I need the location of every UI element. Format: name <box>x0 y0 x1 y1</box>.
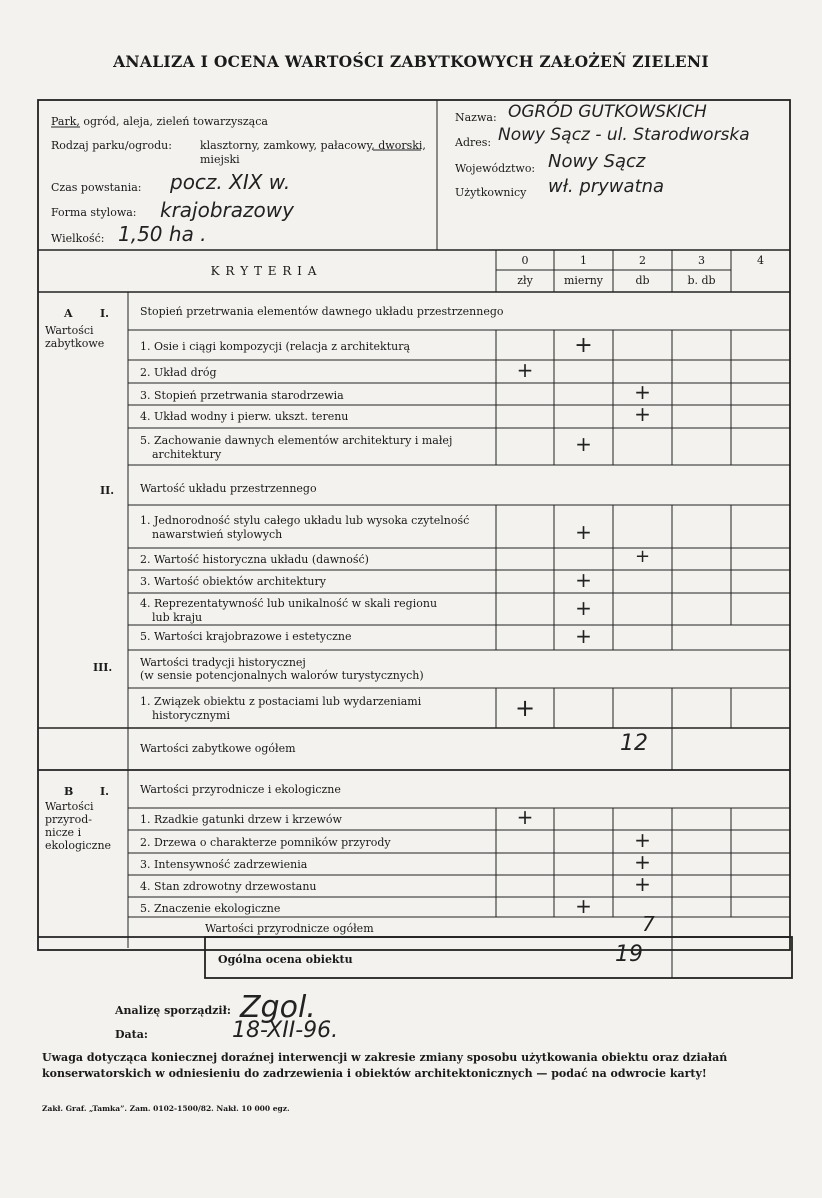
a-total-label: Wartości zabytkowe ogółem <box>140 742 296 755</box>
a1-mark-1: + <box>574 333 593 358</box>
b-item-4: 4. Stan zdrowotny drzewostanu <box>140 880 317 893</box>
a2-item-3: 3. Wartość obiektów architektury <box>140 575 326 588</box>
a3-item-1-cont: historycznymi <box>152 709 230 722</box>
score-word-0: zły <box>517 274 533 287</box>
a2-item-4: 4. Reprezentatywność lub unikalność w skali regionu <box>140 597 438 610</box>
voivodeship-value: Nowy Sącz <box>548 151 646 172</box>
style-label: Forma stylowa: <box>51 206 137 219</box>
score-number-2: 2 <box>639 254 646 267</box>
intervention-note: Uwaga dotycząca koniecznej doraźnej interwencji w zakresie zmiany sposobu użytkowania obiektu oraz działań konserwatorskich w odniesieniu do zadrzewienia i obiektów architektonicznych — podać na odwrocie karty! <box>42 1051 728 1080</box>
a1-item-3: 3. Stopień przetrwania starodrzewia <box>140 389 344 402</box>
created-value: pocz. XIX w. <box>170 170 291 194</box>
a1-title: Stopień przetrwania elementów dawnego układu przestrzennego <box>140 305 504 318</box>
a3-item-1: 1. Związek obiektu z postaciami lub wydarzeniami <box>140 695 422 708</box>
section-b-name-4: ekologiczne <box>45 839 112 852</box>
a1-item-5: 5. Zachowanie dawnych elementów architektury i małej <box>140 434 453 447</box>
b-item-3: 3. Intensywność zadrzewienia <box>140 858 308 871</box>
date-value: 18-XII-96. <box>232 1018 339 1043</box>
section-b-name-3: nicze i <box>45 826 82 839</box>
a3-title: Wartości tradycji historycznej <box>140 656 306 669</box>
print-info: Zakł. Graf. „Tamka”. Zam. 0102-1500/82. Nakł. 10 000 egz. <box>42 1104 290 1113</box>
a1-item-5-cont: architektury <box>152 448 222 461</box>
section-b-letter: B <box>64 785 74 798</box>
users-label: Użytkownicy <box>455 186 527 199</box>
b-item-1: 1. Rzadkie gatunki drzew i krzewów <box>140 813 342 826</box>
section-a-roman-3: III. <box>93 661 113 674</box>
section-a-name-1: Wartości <box>45 324 94 337</box>
score-word-1: mierny <box>563 274 603 287</box>
a2-mark-2: + <box>634 546 651 567</box>
b-total-label: Wartości przyrodnicze ogółem <box>205 922 374 935</box>
object-type-selected: Park, <box>51 115 80 128</box>
a2-mark-5: + <box>575 624 592 648</box>
voivodeship-label: Województwo: <box>455 162 536 175</box>
a2-mark-3: + <box>575 568 592 592</box>
a3-mark-1: + <box>514 694 536 722</box>
b-mark-4: + <box>634 872 651 896</box>
style-value: krajobrazowy <box>160 198 294 222</box>
section-a-roman: I. <box>100 307 109 320</box>
section-a-roman-2: II. <box>100 484 115 497</box>
prepared-signature: Zgol. <box>240 990 316 1025</box>
address-label: Adres: <box>455 136 492 149</box>
score-number-4: 4 <box>757 254 764 267</box>
a2-item-2: 2. Wartość historyczna układu (dawność) <box>140 553 369 566</box>
a2-mark-1: + <box>575 520 592 544</box>
date-label: Data: <box>115 1028 148 1041</box>
a1-item-2: 2. Układ dróg <box>140 366 217 379</box>
page-title: ANALIZA I OCENA WARTOŚCI ZABYTKOWYCH ZAŁOŻEŃ ZIELENI <box>113 52 709 71</box>
users-value: wł. prywatna <box>548 176 665 197</box>
a2-title: Wartość układu przestrzennego <box>140 482 317 495</box>
section-b-name-1: Wartości <box>45 800 94 813</box>
section-b-name-2: przyrod- <box>45 813 92 826</box>
a1-mark-5: + <box>575 432 592 456</box>
kind-options-selected: dworski, <box>378 139 426 152</box>
section-a-letter: A <box>64 307 73 320</box>
overall-value: 19 <box>615 942 643 967</box>
b-title: Wartości przyrodnicze i ekologiczne <box>140 783 341 796</box>
a2-item-1: 1. Jednorodność stylu całego układu lub wysoka czytelność <box>140 514 470 527</box>
a1-mark-2: + <box>516 358 534 382</box>
a1-item-1: 1. Osie i ciągi kompozycji (relacja z architekturą <box>140 340 411 353</box>
address-value: Nowy Sącz - ul. Starodworska <box>498 125 750 145</box>
prepared-label: Analizę sporządził: <box>115 1004 231 1017</box>
b-mark-2: + <box>634 828 651 852</box>
score-number-0: 0 <box>521 254 529 267</box>
a2-mark-4: + <box>575 596 592 620</box>
a2-item-4-cont: lub kraju <box>152 611 203 624</box>
b-mark-1: + <box>516 805 534 829</box>
overall-label: Ogólna ocena obiektu <box>218 953 353 966</box>
criteria-label: K R Y T E R I A <box>210 264 318 278</box>
a1-mark-4: + <box>634 402 651 426</box>
score-number-1: 1 <box>580 254 587 267</box>
score-number-3: 3 <box>698 254 705 267</box>
kind-label: Rodzaj parku/ogrodu: <box>51 139 172 152</box>
kind-options-b: miejski <box>200 153 240 166</box>
a1-item-4: 4. Układ wodny i pierw. ukszt. terenu <box>140 410 349 423</box>
b-mark-5: + <box>575 894 592 918</box>
a2-item-5: 5. Wartości krajobrazowe i estetyczne <box>140 630 352 643</box>
score-word-2: db <box>635 274 650 287</box>
b-item-2: 2. Drzewa o charakterze pomników przyrody <box>140 836 391 849</box>
b-mark-3: + <box>634 850 651 874</box>
size-label: Wielkość: <box>51 232 105 245</box>
section-b-roman: I. <box>100 785 109 798</box>
section-a-name-2: zabytkowe <box>45 337 105 350</box>
a3-title-2: (w sensie potencjonalnych walorów turystycznych) <box>140 669 424 682</box>
kind-options-a: klasztorny, zamkowy, pałacowy, <box>200 139 375 152</box>
b-total-value: 7 <box>642 912 655 936</box>
size-value: 1,50 ha . <box>118 222 207 246</box>
score-word-3: b. db <box>687 274 716 287</box>
a-total-value: 12 <box>620 731 648 756</box>
b-item-5: 5. Znaczenie ekologiczne <box>140 902 281 915</box>
object-type <box>51 115 268 128</box>
kind-options <box>200 139 426 152</box>
a1-mark-3: + <box>634 380 651 404</box>
name-value: OGRÓD GUTKOWSKICH <box>508 102 707 122</box>
a2-item-1-cont: nawarstwień stylowych <box>152 528 283 541</box>
name-label: Nazwa: <box>455 111 497 124</box>
object-type-options: ogród, aleja, zieleń towarzysząca <box>79 115 268 128</box>
created-label: Czas powstania: <box>51 181 142 194</box>
